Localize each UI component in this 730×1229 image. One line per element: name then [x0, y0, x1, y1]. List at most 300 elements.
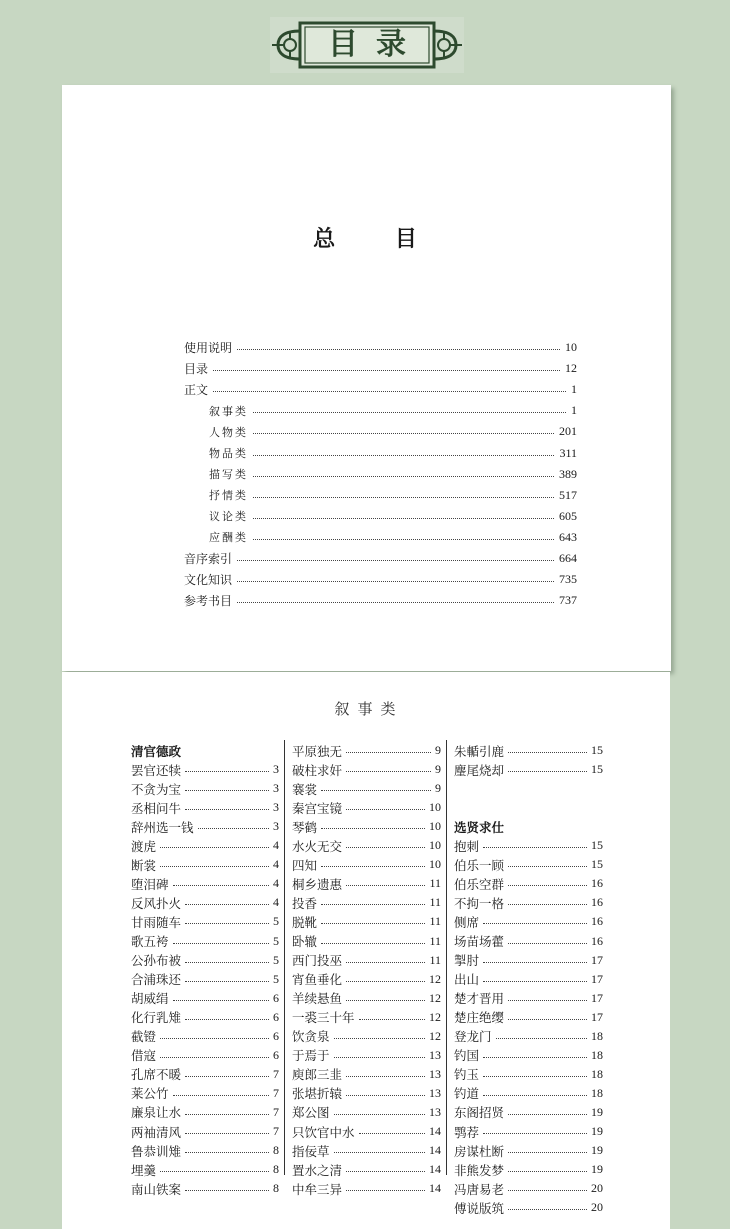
toc-entry-label: 音序索引 — [184, 552, 233, 566]
entry-leader-dots — [160, 1057, 269, 1058]
entry-leader-dots — [334, 1152, 425, 1153]
toc-entry[interactable] — [292, 893, 441, 912]
toc-entry[interactable] — [454, 836, 603, 855]
toc-entry[interactable] — [292, 855, 441, 874]
toc-entry[interactable] — [292, 798, 441, 817]
toc-entry[interactable] — [131, 874, 279, 893]
entry-label: 歌五袴 — [131, 934, 169, 949]
toc-entry[interactable] — [292, 817, 441, 836]
entry-leader-dots — [508, 1171, 587, 1172]
toc-entry-label: 目录 — [184, 362, 209, 377]
entry-leader-dots — [346, 1190, 425, 1191]
entry-page: 7 — [273, 1124, 279, 1138]
toc-entry[interactable] — [131, 912, 279, 931]
toc-entry[interactable] — [131, 855, 279, 874]
toc-entry[interactable] — [292, 760, 441, 779]
toc-entry[interactable] — [209, 506, 577, 527]
entry-label: 断裳 — [131, 857, 157, 873]
toc-entry-label: 议论类 — [209, 510, 248, 524]
entry-label: 脱靴 — [292, 914, 318, 930]
toc-entry[interactable] — [292, 1046, 441, 1065]
entry-page: 11 — [429, 895, 441, 910]
toc-entry[interactable] — [292, 1084, 441, 1103]
toc-leader-dots — [253, 497, 554, 498]
toc-entry[interactable] — [131, 1084, 279, 1103]
toc-entry[interactable] — [131, 1027, 279, 1046]
toc-entry[interactable] — [131, 1141, 279, 1160]
entry-page: 14 — [429, 1181, 441, 1196]
entry-leader-dots — [321, 904, 425, 905]
toc-leader-dots — [237, 560, 554, 561]
toc-entry[interactable] — [292, 1008, 441, 1027]
entry-label: 反风扑火 — [131, 895, 182, 911]
entry-page: 3 — [273, 819, 279, 834]
toc-entry[interactable] — [454, 874, 603, 893]
entry-leader-dots — [321, 790, 431, 791]
entry-page: 14 — [429, 1124, 441, 1138]
entry-label: 褰裳 — [292, 781, 318, 797]
entry-leader-dots — [185, 1076, 269, 1077]
toc-entry-page: 1 — [571, 382, 577, 397]
toc-entry-label: 人物类 — [209, 425, 248, 439]
toc-entry[interactable] — [454, 951, 603, 970]
entry-label: 伯乐空群 — [454, 876, 505, 892]
entry-label: 渡虎 — [131, 838, 157, 854]
entry-page: 18 — [591, 1085, 603, 1100]
entry-leader-dots — [185, 1190, 269, 1191]
entry-page: 9 — [435, 743, 441, 757]
entry-label: 钓国 — [454, 1048, 480, 1064]
entry-page: 4 — [273, 895, 279, 910]
entry-page: 16 — [591, 933, 603, 948]
entry-label: 鲁恭训雉 — [131, 1143, 182, 1159]
entry-label: 破柱求奸 — [292, 762, 343, 778]
toc-entry[interactable] — [131, 932, 279, 951]
toc-entry[interactable] — [184, 358, 577, 379]
entry-page: 6 — [273, 1028, 279, 1043]
entry-label: 置水之清 — [292, 1162, 343, 1178]
toc-entry[interactable] — [454, 912, 603, 931]
entry-page: 8 — [273, 1162, 279, 1177]
entry-leader-dots — [185, 1152, 269, 1153]
entry-label: 公孙布被 — [131, 953, 182, 969]
entry-label: 楚才晋用 — [454, 991, 505, 1007]
entry-leader-dots — [198, 828, 269, 829]
entry-page: 20 — [591, 1200, 603, 1215]
entry-leader-dots — [160, 1171, 269, 1172]
entry-page: 10 — [429, 838, 441, 853]
entry-leader-dots — [185, 1019, 269, 1020]
entry-leader-dots — [508, 1114, 587, 1115]
entry-page: 7 — [273, 1085, 279, 1100]
entry-page: 9 — [435, 762, 441, 777]
entry-label: 埋羹 — [131, 1162, 157, 1178]
entry-leader-dots — [508, 943, 587, 944]
entry-page: 19 — [591, 1143, 603, 1158]
entry-label: 水火无交 — [292, 838, 343, 854]
toc-entry[interactable] — [131, 760, 279, 779]
entry-leader-dots — [173, 1095, 269, 1096]
toc-entry[interactable] — [131, 1179, 279, 1198]
toc-entry[interactable] — [131, 779, 279, 798]
entry-leader-dots — [346, 962, 425, 963]
entry-label: 胡威绢 — [131, 991, 169, 1007]
toc-leader-dots — [253, 518, 554, 519]
entry-label: 不拘一格 — [454, 895, 505, 911]
section-heading: 叙事类 — [334, 700, 404, 718]
entry-page: 12 — [429, 990, 441, 1005]
entry-leader-dots — [483, 962, 587, 963]
toc-entry-label: 叙事类 — [209, 404, 248, 418]
toc-entry[interactable] — [454, 855, 603, 874]
entry-label: 钓玉 — [454, 1067, 480, 1083]
entry-page: 13 — [429, 1047, 441, 1062]
entry-leader-dots — [346, 809, 425, 810]
entry-leader-dots — [185, 1114, 269, 1115]
entry-label: 一裘三十年 — [292, 1010, 355, 1026]
entry-label: 伯乐一顾 — [454, 857, 505, 873]
entry-label: 庾郎三韭 — [292, 1067, 343, 1083]
toc-entry[interactable] — [131, 1160, 279, 1179]
toc-leader-dots — [253, 433, 554, 434]
toc-entry[interactable] — [131, 798, 279, 817]
entry-leader-dots — [185, 771, 269, 772]
entry-label: 冯唐易老 — [454, 1181, 505, 1197]
toc-entry[interactable] — [209, 421, 577, 442]
entry-label: 罢官还犊 — [131, 762, 182, 778]
toc-entry[interactable] — [131, 1065, 279, 1084]
entry-page: 19 — [591, 1124, 603, 1138]
entry-label: 羊续悬鱼 — [292, 991, 343, 1007]
toc-leader-dots — [213, 370, 560, 371]
entry-page: 18 — [591, 1028, 603, 1043]
entry-label: 借寇 — [131, 1048, 157, 1064]
toc-entry[interactable] — [454, 760, 603, 779]
toc-entry[interactable] — [184, 548, 577, 569]
entry-leader-dots — [334, 1038, 425, 1039]
toc-entry[interactable] — [454, 1122, 603, 1141]
toc-entry[interactable] — [131, 893, 279, 912]
entry-label: 抱刺 — [454, 838, 480, 854]
entry-leader-dots — [334, 1114, 425, 1115]
entry-leader-dots — [346, 1076, 425, 1077]
toc-entry[interactable] — [454, 741, 603, 760]
entry-leader-dots — [483, 1057, 587, 1058]
entry-leader-dots — [321, 828, 425, 829]
entry-label: 廉泉让水 — [131, 1105, 182, 1121]
toc-entry[interactable] — [209, 527, 577, 548]
entry-label: 只饮官中水 — [292, 1124, 355, 1140]
entry-page: 10 — [429, 800, 441, 815]
entry-label: 卧辙 — [292, 934, 318, 949]
entry-page: 19 — [591, 1162, 603, 1177]
toc-entry[interactable] — [292, 874, 441, 893]
entry-leader-dots — [346, 771, 431, 772]
entry-label: 出山 — [454, 972, 480, 988]
toc-entry-page: 12 — [565, 361, 577, 376]
entry-page: 10 — [429, 819, 441, 834]
entry-label: 鹗荐 — [454, 1124, 480, 1140]
entry-leader-dots — [346, 1171, 425, 1172]
entry-page: 16 — [591, 876, 603, 891]
toc-entry[interactable] — [131, 951, 279, 970]
entry-page: 4 — [273, 838, 279, 853]
toc-entry[interactable] — [292, 912, 441, 931]
toc-entry[interactable] — [454, 1198, 603, 1217]
entry-leader-dots — [173, 1000, 269, 1001]
toc-entry-page: 201 — [559, 424, 577, 439]
entry-leader-dots — [508, 1152, 587, 1153]
entry-page: 4 — [273, 857, 279, 872]
toc-entry-page: 737 — [559, 593, 577, 608]
toc-entry[interactable] — [184, 337, 577, 358]
toc-entry[interactable] — [131, 836, 279, 855]
entry-leader-dots — [185, 923, 269, 924]
entry-leader-dots — [359, 1133, 425, 1134]
toc-entry[interactable] — [131, 1103, 279, 1122]
entry-page: 19 — [591, 1104, 603, 1119]
entry-page: 16 — [591, 895, 603, 910]
entry-page: 3 — [273, 781, 279, 796]
toc-entry[interactable] — [454, 1179, 603, 1198]
toc-entry[interactable] — [292, 1179, 441, 1198]
toc-leader-dots — [253, 476, 554, 477]
entry-label: 房谋杜断 — [454, 1143, 505, 1159]
entry-label: 郑公图 — [292, 1105, 330, 1121]
entry-page: 13 — [429, 1066, 441, 1081]
toc-entry[interactable] — [209, 485, 577, 506]
entry-leader-dots — [483, 847, 587, 848]
toc-entry-label: 抒情类 — [209, 489, 248, 503]
entry-leader-dots — [346, 1095, 425, 1096]
entry-page: 20 — [591, 1181, 603, 1196]
toc-entry[interactable] — [454, 1065, 603, 1084]
entry-leader-dots — [173, 885, 269, 886]
toc-leader-dots — [213, 391, 566, 392]
entry-page: 15 — [591, 743, 603, 757]
toc-entry[interactable] — [184, 569, 577, 590]
entry-leader-dots — [185, 904, 269, 905]
entry-leader-dots — [496, 1038, 587, 1039]
entry-page: 11 — [429, 952, 441, 967]
entry-page: 6 — [273, 1047, 279, 1062]
entry-page: 8 — [273, 1143, 279, 1158]
entry-leader-dots — [483, 1076, 587, 1077]
entry-page: 11 — [429, 876, 441, 891]
toc-entry-page: 664 — [559, 551, 577, 565]
toc-entry-page: 10 — [565, 340, 577, 354]
entry-leader-dots — [185, 1133, 269, 1134]
entry-page: 17 — [591, 990, 603, 1005]
toc-entry[interactable] — [454, 1084, 603, 1103]
toc-entry-page: 735 — [559, 572, 577, 587]
toc-entry[interactable] — [454, 970, 603, 989]
entry-label: 登龙门 — [454, 1029, 492, 1045]
toc-entry[interactable] — [131, 1046, 279, 1065]
entry-label: 桐乡遗惠 — [292, 876, 343, 892]
entry-leader-dots — [483, 923, 587, 924]
entry-label: 秦宫宝镜 — [292, 800, 343, 816]
toc-entry-page: 643 — [559, 529, 577, 544]
column-divider — [446, 740, 447, 1175]
entry-leader-dots — [508, 771, 587, 772]
toc-entry[interactable] — [292, 741, 441, 760]
toc-entry-page: 605 — [559, 508, 577, 523]
title-banner — [270, 17, 464, 73]
toc-entry[interactable] — [292, 932, 441, 951]
entry-label: 丞相问牛 — [131, 800, 182, 816]
entry-label: 辞州选一钱 — [131, 819, 194, 835]
entry-page: 11 — [429, 933, 441, 948]
toc-entry[interactable] — [292, 836, 441, 855]
entry-leader-dots — [173, 943, 269, 944]
entry-page: 5 — [273, 971, 279, 986]
entry-label: 截镫 — [131, 1029, 157, 1045]
toc-leader-dots — [237, 602, 554, 603]
entry-page: 12 — [429, 971, 441, 986]
entry-page: 10 — [429, 857, 441, 872]
entry-page: 6 — [273, 990, 279, 1005]
entry-label: 莱公竹 — [131, 1086, 169, 1102]
entry-leader-dots — [483, 1133, 587, 1134]
entry-page: 5 — [273, 952, 279, 967]
entry-leader-dots — [185, 809, 269, 810]
entry-label: 朱輴引鹿 — [454, 743, 505, 759]
toc-entry[interactable] — [454, 1008, 603, 1027]
entry-page: 18 — [591, 1066, 603, 1081]
toc-entry[interactable] — [454, 1027, 603, 1046]
toc-entry[interactable] — [292, 1122, 441, 1141]
entry-label: 孔席不暖 — [131, 1067, 182, 1083]
toc-entry[interactable] — [292, 1103, 441, 1122]
entry-page: 16 — [591, 914, 603, 929]
toc-entry[interactable] — [292, 951, 441, 970]
entry-leader-dots — [346, 847, 425, 848]
toc-entry[interactable] — [292, 989, 441, 1008]
entry-label: 于焉于 — [292, 1048, 330, 1064]
toc-entry-label: 描写类 — [209, 468, 248, 482]
banner-title: 目录 — [328, 27, 424, 62]
toc-entry[interactable] — [131, 989, 279, 1008]
entry-label: 东阁招贤 — [454, 1105, 505, 1121]
toc-entry[interactable] — [292, 970, 441, 989]
entry-leader-dots — [160, 847, 269, 848]
entry-page: 15 — [591, 838, 603, 853]
entry-label: 侧席 — [454, 914, 480, 930]
toc-entry[interactable] — [131, 970, 279, 989]
toc-entry-page: 311 — [559, 445, 577, 460]
entry-leader-dots — [321, 866, 425, 867]
entry-page: 5 — [273, 933, 279, 948]
toc-entry[interactable] — [454, 989, 603, 1008]
entry-page: 9 — [435, 781, 441, 796]
entry-label: 西门投巫 — [292, 953, 343, 969]
toc-entry[interactable] — [292, 779, 441, 798]
entry-label: 堕泪碑 — [131, 876, 169, 892]
toc-entry[interactable] — [454, 1160, 603, 1179]
entry-leader-dots — [508, 904, 587, 905]
entry-page: 7 — [273, 1104, 279, 1119]
entry-label: 投香 — [292, 895, 318, 911]
entry-leader-dots — [346, 1000, 425, 1001]
toc-entry[interactable] — [292, 1141, 441, 1160]
entry-label: 化行乳雉 — [131, 1010, 182, 1026]
entry-leader-dots — [483, 981, 587, 982]
entry-leader-dots — [321, 923, 425, 924]
toc-entry-label: 物品类 — [209, 447, 248, 460]
toc-entry[interactable] — [209, 400, 577, 421]
toc-leader-dots — [253, 539, 554, 540]
overview-title: 总 目 — [313, 226, 443, 252]
toc-entry[interactable] — [454, 1141, 603, 1160]
entry-leader-dots — [346, 885, 425, 886]
toc-entry[interactable] — [292, 1160, 441, 1179]
entry-page: 17 — [591, 971, 603, 986]
entry-leader-dots — [508, 1209, 587, 1210]
toc-entry[interactable] — [454, 893, 603, 912]
entry-label: 中牟三异 — [292, 1181, 343, 1197]
entry-leader-dots — [346, 752, 431, 753]
toc-entry[interactable] — [184, 379, 577, 400]
toc-entry-label: 使用说明 — [184, 341, 233, 355]
toc-entry[interactable] — [454, 932, 603, 951]
toc-entry[interactable] — [209, 464, 577, 485]
column-divider — [284, 740, 285, 1175]
entry-page: 14 — [429, 1143, 441, 1158]
toc-entry-page: 1 — [571, 403, 577, 418]
entry-leader-dots — [508, 1000, 587, 1001]
entry-label: 钓道 — [454, 1086, 480, 1102]
entry-page: 18 — [591, 1047, 603, 1062]
toc-entry[interactable] — [209, 443, 577, 464]
toc-entry[interactable] — [131, 817, 279, 836]
toc-entry[interactable] — [292, 1027, 441, 1046]
entry-page: 12 — [429, 1028, 441, 1043]
toc-entry[interactable] — [292, 1065, 441, 1084]
toc-entry[interactable] — [131, 1008, 279, 1027]
entry-page: 14 — [429, 1162, 441, 1177]
toc-entry[interactable] — [184, 590, 577, 611]
entry-leader-dots — [508, 866, 587, 867]
entry-page: 4 — [273, 876, 279, 891]
toc-entry[interactable] — [131, 1122, 279, 1141]
entry-page: 7 — [273, 1066, 279, 1081]
entry-label: 四知 — [292, 857, 318, 873]
entry-page: 17 — [591, 1009, 603, 1024]
entry-leader-dots — [334, 1057, 425, 1058]
entry-label: 不贪为宝 — [131, 781, 182, 797]
entry-page: 11 — [429, 914, 441, 929]
entry-label: 平原独无 — [292, 743, 343, 759]
entry-page: 15 — [591, 762, 603, 777]
category-heading: 清官德政 — [131, 744, 182, 759]
entry-label: 甘雨随车 — [131, 914, 182, 930]
toc-entry-page: 389 — [559, 466, 577, 481]
toc-leader-dots — [253, 412, 566, 413]
entry-label: 南山铁案 — [131, 1181, 182, 1197]
entry-page: 8 — [273, 1181, 279, 1196]
entry-leader-dots — [508, 885, 587, 886]
entry-label: 两袖清风 — [131, 1124, 182, 1140]
entry-page: 3 — [273, 762, 279, 777]
entry-leader-dots — [160, 1038, 269, 1039]
entry-label: 场苗场藿 — [454, 934, 505, 949]
entry-page: 3 — [273, 800, 279, 815]
entry-page: 17 — [591, 952, 603, 967]
toc-entry[interactable] — [454, 1103, 603, 1122]
entry-page: 12 — [429, 1009, 441, 1024]
toc-entry[interactable] — [454, 1046, 603, 1065]
